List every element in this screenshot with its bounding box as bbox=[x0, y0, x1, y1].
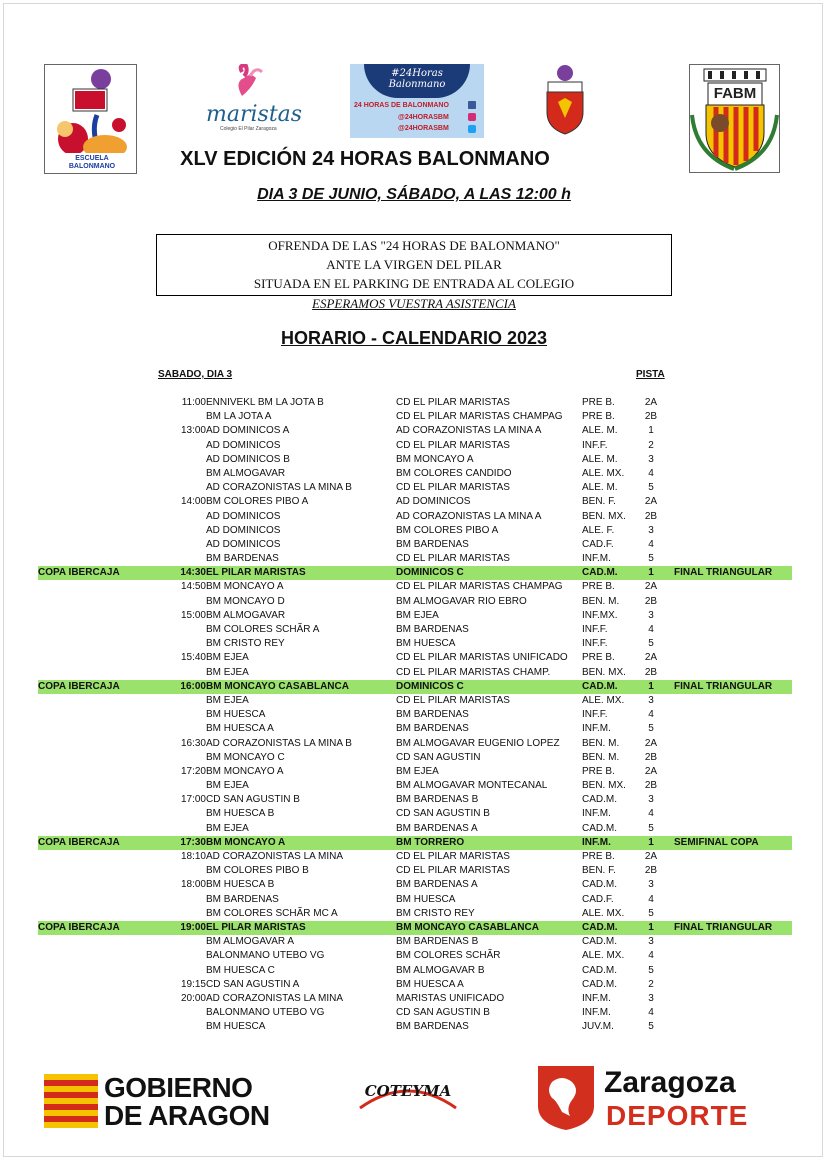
away-team-cell: BM BARDENAS A bbox=[396, 822, 478, 834]
home-team-cell: BM EJEA bbox=[206, 694, 249, 706]
time-cell: 17:30 bbox=[180, 836, 206, 848]
match-row bbox=[38, 424, 792, 438]
match-row bbox=[38, 907, 792, 921]
category-cell: INF.M. bbox=[582, 992, 611, 1004]
match-row bbox=[38, 694, 792, 708]
event-title: XLV EDICIÓN 24 HORAS BALONMANO bbox=[180, 148, 550, 170]
away-team-cell: BM EJEA bbox=[396, 609, 439, 621]
category-cell: PRE B. bbox=[582, 652, 615, 664]
match-row bbox=[38, 935, 792, 949]
match-row bbox=[38, 751, 792, 765]
category-cell: BEN. M. bbox=[582, 595, 620, 607]
home-team-cell: AD DOMINICOS bbox=[206, 510, 281, 522]
category-cell: BEN. F. bbox=[582, 865, 616, 877]
home-team-cell: AD DOMINICOS bbox=[206, 538, 281, 550]
pista-cell: 5 bbox=[648, 553, 654, 565]
match-row bbox=[38, 1006, 792, 1020]
home-team-cell: BM COLORES SCHÃR A bbox=[206, 624, 320, 635]
home-team-cell: BM BARDENAS bbox=[206, 893, 279, 905]
away-team-cell: CD SAN AGUSTIN bbox=[396, 751, 481, 763]
pista-header: PISTA bbox=[636, 369, 665, 380]
home-team-cell: ENNIVEKL BM LA JOTA B bbox=[206, 397, 324, 408]
pista-cell: 2B bbox=[644, 751, 658, 763]
away-team-cell: CD SAN AGUSTIN B bbox=[396, 1007, 490, 1019]
away-team-cell: BM BARDENAS bbox=[396, 723, 469, 735]
pista-cell: 5 bbox=[648, 822, 654, 834]
match-row bbox=[38, 850, 792, 864]
note-cell: SEMIFINAL COPA bbox=[674, 836, 759, 848]
pista-cell: 5 bbox=[648, 638, 654, 650]
maristas-wordmark: maristas bbox=[206, 102, 303, 127]
category-cell: INF.M. bbox=[582, 723, 611, 735]
away-team-cell: BM BARDENAS B bbox=[396, 794, 479, 806]
category-cell: PRE B. bbox=[582, 397, 615, 408]
pista-cell: 4 bbox=[648, 467, 654, 479]
pista-cell: 2B bbox=[644, 510, 658, 522]
away-team-cell: BM BARDENAS bbox=[396, 709, 469, 721]
event-date: DIA 3 DE JUNIO, SÁBADO, A LAS 12:00 h bbox=[257, 186, 571, 203]
away-team-cell: CD EL PILAR MARISTAS bbox=[396, 694, 510, 706]
category-cell: JUV.M. bbox=[582, 1021, 614, 1033]
category-cell: CAD.M. bbox=[582, 978, 617, 990]
pista-cell: 2B bbox=[644, 865, 658, 877]
away-team-cell: CD EL PILAR MARISTAS CHAMPAG bbox=[396, 411, 563, 423]
category-cell: CAD.M. bbox=[582, 964, 617, 976]
category-cell: ALE. M. bbox=[582, 453, 618, 465]
home-team-cell: AD DOMINICOS bbox=[206, 439, 281, 451]
highlighted-match-row bbox=[38, 566, 792, 580]
pista-cell: 3 bbox=[648, 453, 654, 465]
pista-cell: 1 bbox=[648, 921, 654, 933]
category-cell: CAD.M. bbox=[582, 936, 617, 948]
category-cell: BEN. M. bbox=[582, 737, 620, 749]
day-header: SABADO, DIA 3 bbox=[158, 369, 233, 380]
home-team-cell: BM HUESCA bbox=[206, 709, 266, 721]
category-cell: BEN. MX. bbox=[582, 510, 626, 522]
away-team-cell: CD EL PILAR MARISTAS CHAMP. bbox=[396, 666, 551, 678]
away-team-cell: MARISTAS UNIFICADO bbox=[396, 992, 505, 1004]
home-team-cell: CD SAN AGUSTIN B bbox=[206, 794, 300, 806]
pista-cell: 3 bbox=[648, 609, 654, 621]
club-crest-logo bbox=[542, 64, 588, 136]
pista-cell: 2B bbox=[644, 595, 658, 607]
match-row bbox=[38, 524, 792, 538]
category-cell: PRE B. bbox=[582, 581, 615, 593]
away-team-cell: BM HUESCA bbox=[396, 893, 456, 905]
match-row bbox=[38, 651, 792, 665]
pista-cell: 2B bbox=[644, 411, 658, 423]
home-team-cell: BM COLORES PIBO B bbox=[206, 865, 309, 877]
match-row bbox=[38, 552, 792, 566]
time-cell: 14:30 bbox=[180, 567, 206, 579]
time-cell: 19:15 bbox=[180, 978, 206, 990]
away-team-cell: AD DOMINICOS bbox=[396, 496, 471, 508]
home-team-cell: CD SAN AGUSTIN A bbox=[206, 978, 300, 990]
zaragoza-lion-icon bbox=[538, 1066, 594, 1130]
pista-cell: 4 bbox=[648, 538, 654, 550]
time-cell: 18:00 bbox=[180, 879, 206, 891]
home-team-cell: BM EJEA bbox=[206, 666, 249, 678]
match-row bbox=[38, 666, 792, 680]
pista-cell: 3 bbox=[648, 879, 654, 891]
category-cell: CAD.M. bbox=[582, 822, 617, 834]
coteyma-logo bbox=[356, 1078, 460, 1124]
match-row bbox=[38, 793, 792, 807]
pista-cell: 2A bbox=[644, 496, 658, 508]
away-team-cell: DOMINICOS C bbox=[396, 680, 464, 692]
home-team-cell: AD DOMINICOS B bbox=[206, 453, 290, 465]
pista-cell: 4 bbox=[648, 709, 654, 721]
away-team-cell: CD EL PILAR MARISTAS bbox=[396, 439, 510, 451]
away-team-cell: BM BARDENAS bbox=[396, 624, 469, 635]
away-team-cell: BM BARDENAS B bbox=[396, 936, 479, 948]
highlighted-match-row bbox=[38, 921, 792, 935]
schedule-title: HORARIO - CALENDARIO 2023 bbox=[280, 328, 548, 348]
home-team-cell: AD CORAZONISTAS LA MINA bbox=[206, 992, 344, 1004]
notice-line-3: SITUADA EN EL PARKING DE ENTRADA AL COLEGIO bbox=[253, 276, 575, 291]
home-team-cell: BM HUESCA B bbox=[206, 879, 275, 891]
home-team-cell: EL PILAR MARISTAS bbox=[206, 921, 306, 933]
time-cell: 16:00 bbox=[180, 680, 206, 692]
away-team-cell: CD EL PILAR MARISTAS bbox=[396, 865, 510, 877]
category-cell: CAD.M. bbox=[582, 567, 618, 579]
facebook-icon bbox=[468, 101, 476, 109]
match-row bbox=[38, 1020, 792, 1034]
zaragoza-line-2: DEPORTE bbox=[606, 1100, 749, 1131]
gobierno-aragon-logo bbox=[44, 1072, 294, 1132]
home-team-cell: BALONMANO UTEBO VG bbox=[206, 1007, 325, 1019]
pista-cell: 2A bbox=[644, 581, 658, 593]
category-cell: INF.MX. bbox=[582, 609, 618, 621]
match-row bbox=[38, 978, 792, 992]
category-cell: CAD.M. bbox=[582, 680, 618, 692]
away-team-cell: BM MONCAYO A bbox=[396, 453, 474, 465]
away-team-cell: BM COLORES SCHÃR bbox=[396, 950, 501, 962]
category-cell: INF.F. bbox=[582, 439, 608, 451]
match-row bbox=[38, 467, 792, 481]
aragon-flag-icon bbox=[44, 1074, 98, 1128]
category-cell: PRE B. bbox=[582, 851, 615, 862]
match-row bbox=[38, 609, 792, 623]
gobierno-line-1: GOBIERNO bbox=[104, 1072, 253, 1103]
time-cell: 13:00 bbox=[180, 425, 206, 437]
pista-cell: 2A bbox=[644, 765, 658, 777]
match-row bbox=[38, 807, 792, 821]
pista-cell: 2 bbox=[648, 439, 654, 451]
highlighted-match-row bbox=[38, 680, 792, 694]
match-row bbox=[38, 481, 792, 495]
gobierno-line-2: DE ARAGON bbox=[104, 1100, 270, 1131]
away-team-cell: BM ALMOGAVAR EUGENIO LOPEZ bbox=[396, 737, 560, 749]
away-team-cell: BM MONCAYO CASABLANCA bbox=[396, 921, 539, 933]
zaragoza-line-1: Zaragoza bbox=[604, 1066, 736, 1099]
away-team-cell: AD CORAZONISTAS LA MINA A bbox=[396, 510, 542, 522]
schedule-table bbox=[38, 396, 792, 1034]
time-cell: 18:10 bbox=[180, 851, 206, 862]
match-row bbox=[38, 637, 792, 651]
home-team-cell: BM MONCAYO D bbox=[206, 595, 285, 607]
notice-line-4: ESPERAMOS VUESTRA ASISTENCIA bbox=[312, 296, 516, 311]
pista-cell: 3 bbox=[648, 794, 654, 806]
category-cell: ALE. M. bbox=[582, 482, 618, 494]
match-row bbox=[38, 949, 792, 963]
pista-cell: 3 bbox=[648, 694, 654, 706]
pista-cell: 2B bbox=[644, 780, 658, 792]
pista-cell: 5 bbox=[648, 907, 654, 919]
instagram-icon bbox=[468, 113, 476, 121]
away-team-cell: BM ALMOGAVAR RIO EBRO bbox=[396, 595, 527, 607]
home-team-cell: BM MONCAYO A bbox=[206, 765, 284, 777]
away-team-cell: BM HUESCA bbox=[396, 638, 456, 650]
home-team-cell: BM HUESCA B bbox=[206, 808, 275, 820]
away-team-cell: AD CORAZONISTAS LA MINA A bbox=[396, 425, 542, 437]
home-team-cell: AD CORAZONISTAS LA MINA bbox=[206, 851, 344, 862]
escuela-logo-text: ESCUELA BALONMANO bbox=[68, 155, 116, 170]
pista-cell: 2B bbox=[644, 666, 658, 678]
match-row bbox=[38, 722, 792, 736]
category-cell: CAD.M. bbox=[582, 879, 617, 891]
home-team-cell: BM ALMOGAVAR A bbox=[206, 936, 294, 948]
home-team-cell: BM MONCAYO A bbox=[206, 581, 284, 593]
category-cell: ALE. MX. bbox=[582, 950, 625, 962]
time-cell: 19:00 bbox=[180, 921, 206, 933]
category-cell: INF.F. bbox=[582, 624, 608, 635]
pista-cell: 1 bbox=[648, 680, 654, 692]
time-cell: 15:00 bbox=[180, 609, 206, 621]
category-cell: INF.M. bbox=[582, 553, 611, 565]
match-row bbox=[38, 708, 792, 722]
match-row bbox=[38, 396, 792, 410]
pista-cell: 1 bbox=[648, 567, 654, 579]
home-team-cell: BM LA JOTA A bbox=[206, 411, 272, 423]
category-cell: INF.F. bbox=[582, 709, 608, 721]
away-team-cell: BM CRISTO REY bbox=[396, 907, 475, 919]
time-cell: 11:00 bbox=[181, 397, 206, 408]
copa-cell: COPA IBERCAJA bbox=[38, 567, 120, 579]
24-horas-line3: @24HORASBM bbox=[398, 125, 449, 132]
away-team-cell: DOMINICOS C bbox=[396, 567, 464, 579]
fabm-text: FABM bbox=[713, 85, 757, 102]
24-horas-title: #24Horas Balonmano bbox=[388, 68, 446, 90]
note-cell: FINAL TRIANGULAR bbox=[674, 680, 773, 692]
away-team-cell: BM ALMOGAVAR MONTECANAL bbox=[396, 780, 548, 792]
away-team-cell: BM EJEA bbox=[396, 765, 439, 777]
pista-cell: 4 bbox=[648, 950, 654, 962]
match-row bbox=[38, 822, 792, 836]
home-team-cell: BM HUESCA bbox=[206, 1021, 266, 1033]
away-team-cell: BM HUESCA A bbox=[396, 978, 464, 990]
home-team-cell: AD CORAZONISTAS LA MINA B bbox=[206, 482, 352, 494]
match-row bbox=[38, 992, 792, 1006]
home-team-cell: AD DOMINICOS A bbox=[206, 425, 290, 437]
away-team-cell: CD EL PILAR MARISTAS UNIFICADO bbox=[396, 652, 568, 664]
away-team-cell: CD EL PILAR MARISTAS CHAMPAG bbox=[396, 581, 563, 593]
match-row bbox=[38, 623, 792, 637]
category-cell: ALE. MX. bbox=[582, 467, 625, 479]
match-row bbox=[38, 779, 792, 793]
pista-cell: 2A bbox=[644, 851, 658, 862]
maristas-subtext: Colegio El Pilar Zaragoza bbox=[220, 126, 277, 132]
away-team-cell: BM BARDENAS A bbox=[396, 879, 478, 891]
match-row bbox=[38, 737, 792, 751]
category-cell: INF.M. bbox=[582, 1007, 611, 1019]
match-row bbox=[38, 893, 792, 907]
time-cell: 17:20 bbox=[180, 765, 206, 777]
highlighted-match-row bbox=[38, 836, 792, 850]
match-row bbox=[38, 538, 792, 552]
zaragoza-deporte-logo bbox=[538, 1066, 774, 1132]
category-cell: INF.F. bbox=[582, 638, 608, 650]
pista-cell: 2A bbox=[644, 397, 658, 408]
home-team-cell: AD CORAZONISTAS LA MINA B bbox=[206, 737, 352, 749]
category-cell: BEN. M. bbox=[582, 751, 620, 763]
notice-line-2: ANTE LA VIRGEN DEL PILAR bbox=[326, 257, 502, 272]
match-row bbox=[38, 964, 792, 978]
home-team-cell: BM ALMOGAVAR bbox=[206, 467, 286, 479]
category-cell: CAD.M. bbox=[582, 921, 618, 933]
time-cell: 20:00 bbox=[180, 992, 206, 1004]
pista-cell: 2 bbox=[648, 978, 654, 990]
category-cell: ALE. F. bbox=[582, 524, 615, 536]
away-team-cell: BM BARDENAS bbox=[396, 1021, 469, 1033]
pista-cell: 4 bbox=[648, 1007, 654, 1019]
pista-cell: 5 bbox=[648, 1021, 654, 1033]
match-row bbox=[38, 439, 792, 453]
category-cell: CAD.F. bbox=[582, 893, 614, 905]
time-cell: 14:00 bbox=[180, 496, 206, 508]
away-team-cell: BM COLORES CANDIDO bbox=[396, 467, 512, 479]
pista-cell: 3 bbox=[648, 936, 654, 948]
home-team-cell: BM MONCAYO A bbox=[206, 836, 286, 848]
category-cell: INF.M. bbox=[582, 836, 611, 848]
pista-cell: 4 bbox=[648, 808, 654, 820]
category-cell: ALE. M. bbox=[582, 425, 618, 437]
pista-cell: 3 bbox=[648, 524, 654, 536]
match-row bbox=[38, 495, 792, 509]
category-cell: BEN. MX. bbox=[582, 780, 626, 792]
category-cell: ALE. MX. bbox=[582, 694, 625, 706]
away-team-cell: CD EL PILAR MARISTAS bbox=[396, 851, 510, 862]
match-row bbox=[38, 595, 792, 609]
pista-cell: 2A bbox=[644, 737, 658, 749]
notice-line-1: OFRENDA DE LAS "24 HORAS DE BALONMANO" bbox=[268, 238, 560, 253]
pista-cell: 2A bbox=[644, 652, 658, 664]
time-cell: 16:30 bbox=[180, 737, 206, 749]
away-team-cell: BM ALMOGAVAR B bbox=[396, 964, 485, 976]
match-row bbox=[38, 580, 792, 594]
away-team-cell: CD EL PILAR MARISTAS bbox=[396, 553, 510, 565]
away-team-cell: BM BARDENAS bbox=[396, 538, 469, 550]
home-team-cell: EL PILAR MARISTAS bbox=[206, 567, 306, 579]
category-cell: BEN. MX. bbox=[582, 666, 626, 678]
away-team-cell: CD EL PILAR MARISTAS bbox=[396, 397, 510, 408]
pista-cell: 5 bbox=[648, 964, 654, 976]
category-cell: PRE B. bbox=[582, 411, 615, 423]
copa-cell: COPA IBERCAJA bbox=[38, 836, 120, 848]
away-team-cell: CD EL PILAR MARISTAS bbox=[396, 482, 510, 494]
away-team-cell: BM COLORES PIBO A bbox=[396, 524, 499, 536]
pista-cell: 4 bbox=[648, 893, 654, 905]
home-team-cell: AD DOMINICOS bbox=[206, 524, 281, 536]
24-horas-line2: @24HORASBM bbox=[398, 114, 449, 121]
category-cell: INF.M. bbox=[582, 808, 611, 820]
match-row bbox=[38, 410, 792, 424]
home-team-cell: BM HUESCA C bbox=[206, 964, 275, 976]
home-team-cell: BM ALMOGAVAR bbox=[206, 609, 286, 621]
away-team-cell: CD SAN AGUSTIN B bbox=[396, 808, 490, 820]
category-cell: CAD.M. bbox=[582, 794, 617, 806]
home-team-cell: BM COLORES SCHÃR MC A bbox=[206, 907, 338, 919]
24-horas-logo bbox=[350, 64, 484, 138]
copa-cell: COPA IBERCAJA bbox=[38, 921, 120, 933]
pista-cell: 1 bbox=[648, 425, 654, 437]
pista-cell: 1 bbox=[648, 836, 654, 848]
home-team-cell: BM EJEA bbox=[206, 822, 249, 834]
home-team-cell: BM COLORES PIBO A bbox=[206, 496, 309, 508]
pista-cell: 5 bbox=[648, 482, 654, 494]
maristas-heart-icon bbox=[204, 64, 300, 104]
time-cell: 14:50 bbox=[180, 581, 206, 593]
time-cell: 15:40 bbox=[180, 652, 206, 664]
pista-cell: 3 bbox=[648, 992, 654, 1004]
match-row bbox=[38, 453, 792, 467]
away-team-cell: BM TORRERO bbox=[396, 836, 465, 848]
twitter-icon bbox=[468, 125, 476, 133]
coteyma-wordmark: COTEYMA bbox=[364, 1082, 452, 1100]
24-horas-line1: 24 HORAS DE BALONMANO bbox=[354, 102, 449, 109]
home-team-cell: BM MONCAYO C bbox=[206, 751, 285, 763]
match-row bbox=[38, 765, 792, 779]
note-cell: FINAL TRIANGULAR bbox=[674, 921, 773, 933]
category-cell: ALE. MX. bbox=[582, 907, 625, 919]
maristas-logo bbox=[204, 64, 303, 134]
match-row bbox=[38, 864, 792, 878]
copa-cell: COPA IBERCAJA bbox=[38, 680, 120, 692]
home-team-cell: BM EJEA bbox=[206, 652, 249, 664]
match-row bbox=[38, 878, 792, 892]
ofrenda-notice bbox=[156, 234, 672, 296]
pista-cell: 5 bbox=[648, 723, 654, 735]
home-team-cell: BM HUESCA A bbox=[206, 723, 274, 735]
category-cell: CAD.F. bbox=[582, 538, 614, 550]
home-team-cell: BM MONCAYO CASABLANCA bbox=[206, 680, 349, 692]
category-cell: PRE B. bbox=[582, 765, 615, 777]
pista-cell: 4 bbox=[648, 624, 654, 635]
time-cell: 17:00 bbox=[180, 794, 206, 806]
match-row bbox=[38, 510, 792, 524]
home-team-cell: BM BARDENAS bbox=[206, 553, 279, 565]
home-team-cell: BM CRISTO REY bbox=[206, 638, 285, 650]
home-team-cell: BM EJEA bbox=[206, 780, 249, 792]
note-cell: FINAL TRIANGULAR bbox=[674, 567, 773, 579]
category-cell: BEN. F. bbox=[582, 496, 616, 508]
home-team-cell: BALONMANO UTEBO VG bbox=[206, 950, 325, 962]
